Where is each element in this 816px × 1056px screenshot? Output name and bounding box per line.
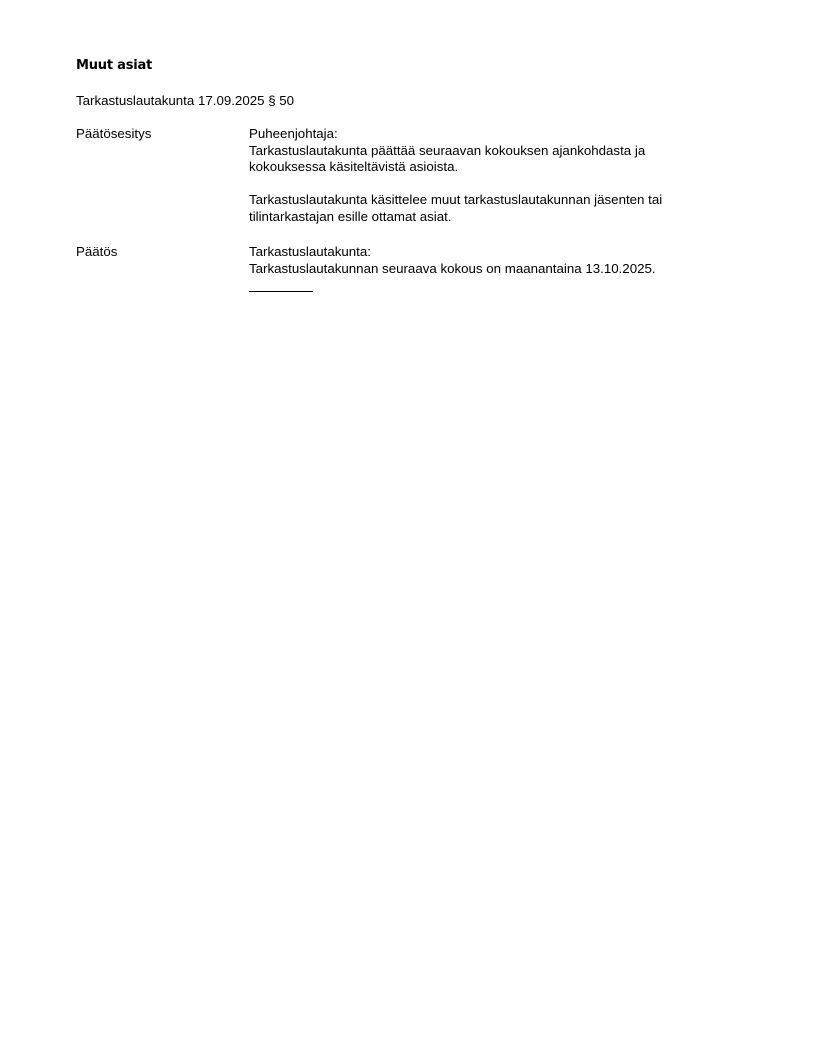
decision-label: Päätös (76, 244, 118, 259)
proposal-content (249, 126, 719, 225)
proposal-paragraph-2-line-1: Tarkastuslautakunta käsittelee muut tarkastuslautakunnan jäsenten tai (249, 192, 663, 207)
proposal-paragraph-2-line-2: tilintarkastajan esille ottamat asiat. (249, 208, 452, 224)
proposal-paragraph-1-line-2: kokouksessa käsiteltävistä asioista. (249, 159, 459, 174)
paragraph-spacer (249, 176, 719, 193)
proposal-label: Päätösesitys (76, 126, 152, 141)
signature-rule (249, 291, 313, 292)
meeting-reference: Tarkastuslautakunta 17.09.2025 § 50 (76, 93, 295, 108)
section-heading: Muut asiat (76, 58, 153, 73)
decision-content (249, 244, 719, 277)
proposal-speaker: Puheenjohtaja: (249, 126, 338, 141)
decision-text: Tarkastuslautakunnan seuraava kokous on maanantaina 13.10.2025. (249, 260, 656, 276)
decision-body-label: Tarkastuslautakunta: (249, 244, 371, 259)
proposal-paragraph-1-line-1: Tarkastuslautakunta päättää seuraavan kokouksen ajankohdasta ja (249, 142, 646, 158)
